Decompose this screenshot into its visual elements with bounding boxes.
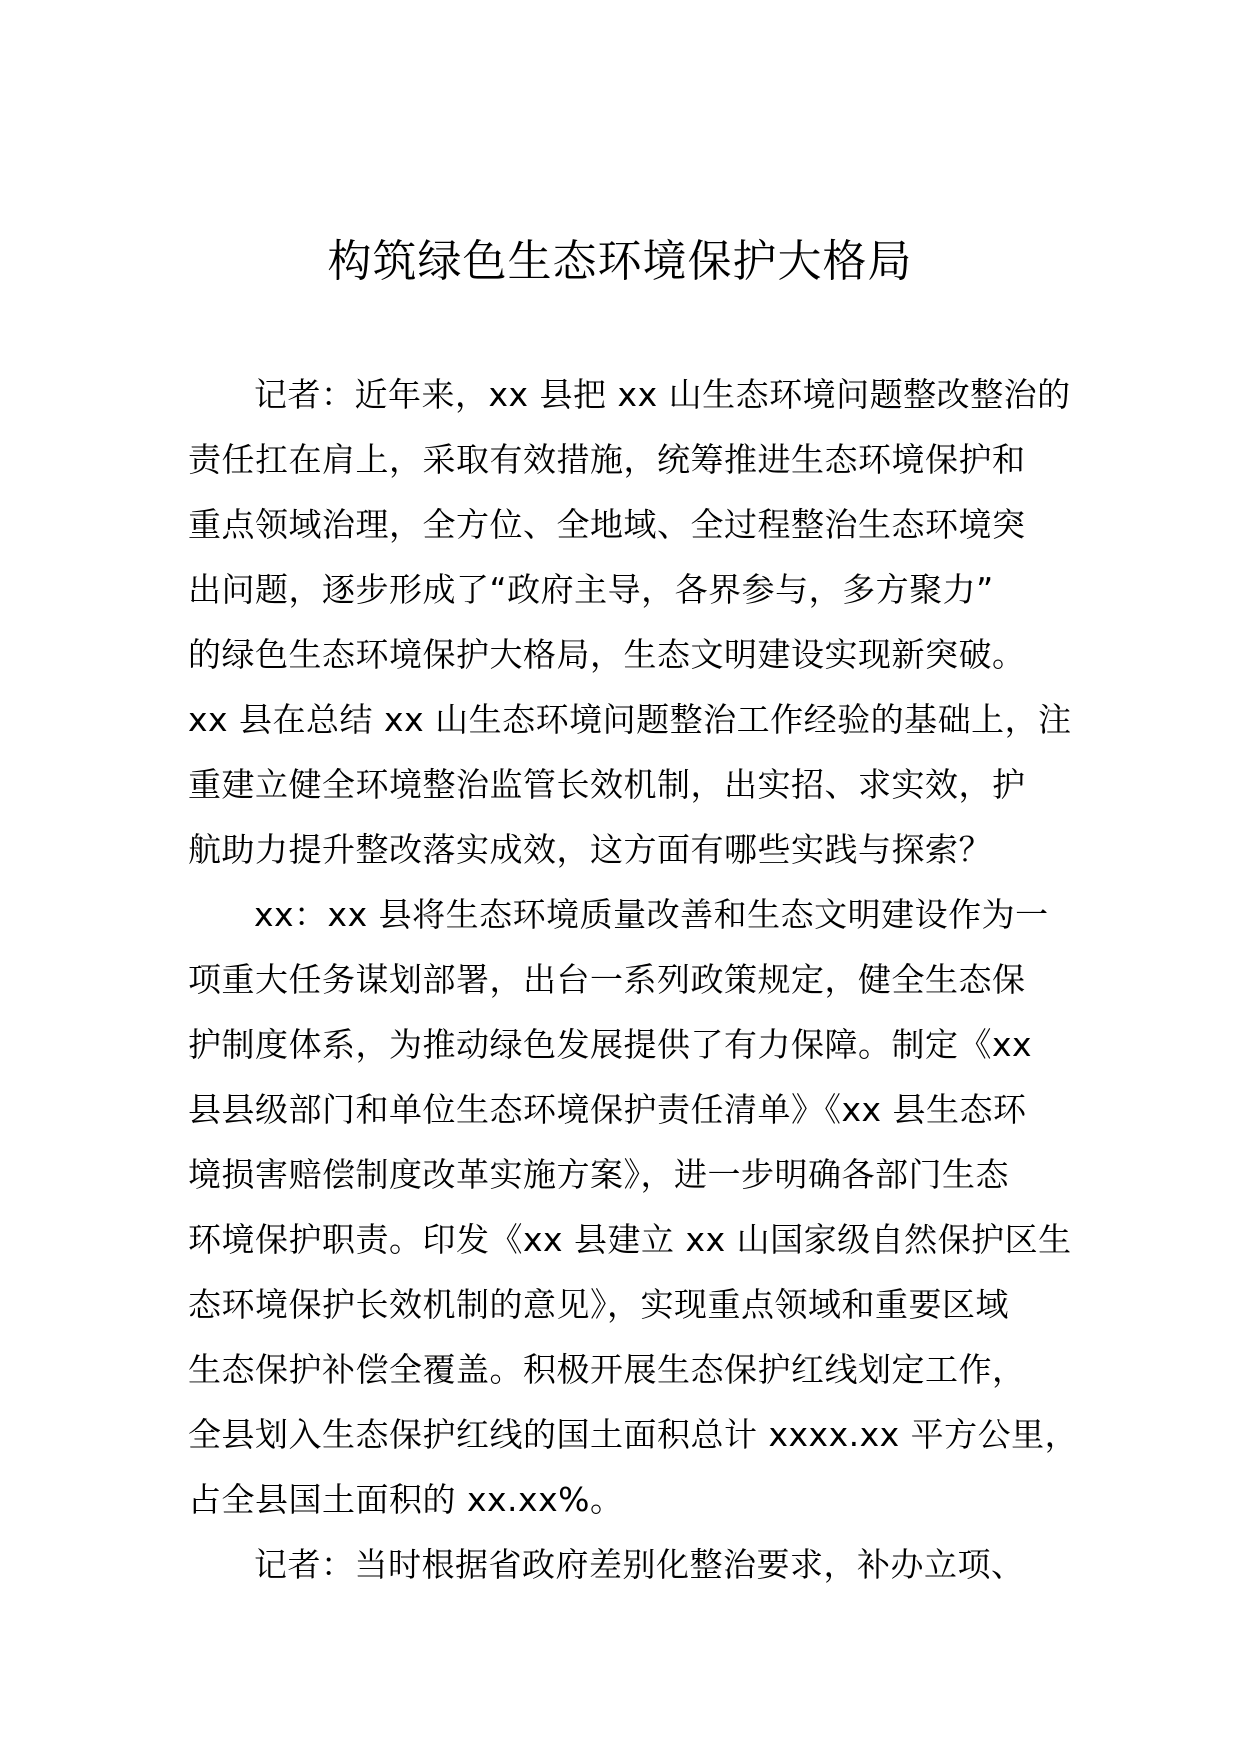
paragraph-line: 项重大任务谋划部署，出台一系列政策规定，健全生态保	[188, 960, 1026, 999]
paragraph-line: 环境保护职责。印发《xx 县建立 xx 山国家级自然保护区生	[188, 1220, 1072, 1259]
paragraph-line: 县县级部门和单位生态环境保护责任清单》《xx 县生态环	[188, 1090, 1027, 1129]
document-title: 构筑绿色生态环境保护大格局	[327, 236, 913, 287]
paragraph-line: xx：xx 县将生态环境质量改善和生态文明建设作为一	[254, 895, 1049, 934]
paragraph-line: 的绿色生态环境保护大格局，生态文明建设实现新突破。	[188, 635, 1026, 674]
paragraph-line: 生态保护补偿全覆盖。积极开展生态保护红线划定工作，	[188, 1350, 1026, 1389]
paragraph-line: 责任扛在肩上，采取有效措施，统筹推进生态环境保护和	[188, 440, 1026, 479]
document-body	[188, 362, 1079, 1597]
paragraph-line: 占全县国土面积的 xx.xx%。	[188, 1480, 624, 1519]
paragraph-line: 出问题，逐步形成了“政府主导，各界参与，多方聚力”	[188, 570, 994, 609]
paragraph-line: 全县划入生态保护红线的国土面积总计 xxxx.xx 平方公里，	[188, 1415, 1079, 1454]
paragraph-line: 境损害赔偿制度改革实施方案》，进一步明确各部门生态	[188, 1155, 1009, 1194]
paragraph-line: 重点领域治理，全方位、全地域、全过程整治生态环境突	[188, 505, 1026, 544]
paragraph-line: 重建立健全环境整治监管长效机制，出实招、求实效，护	[188, 765, 1026, 804]
paragraph-line: 护制度体系，为推动绿色发展提供了有力保障。制定《xx	[188, 1025, 1033, 1064]
paragraph-line: 记者：近年来，xx 县把 xx 山生态环境问题整改整治的	[254, 375, 1071, 414]
paragraph-line: 记者：当时根据省政府差别化整治要求，补办立项、	[254, 1545, 1025, 1584]
paragraph-line: 态环境保护长效机制的意见》，实现重点领域和重要区域	[188, 1285, 1009, 1324]
paragraph-line: xx 县在总结 xx 山生态环境问题整治工作经验的基础上，注	[188, 700, 1072, 739]
paragraph-line: 航助力提升整改落实成效，这方面有哪些实践与探索？	[188, 830, 992, 869]
